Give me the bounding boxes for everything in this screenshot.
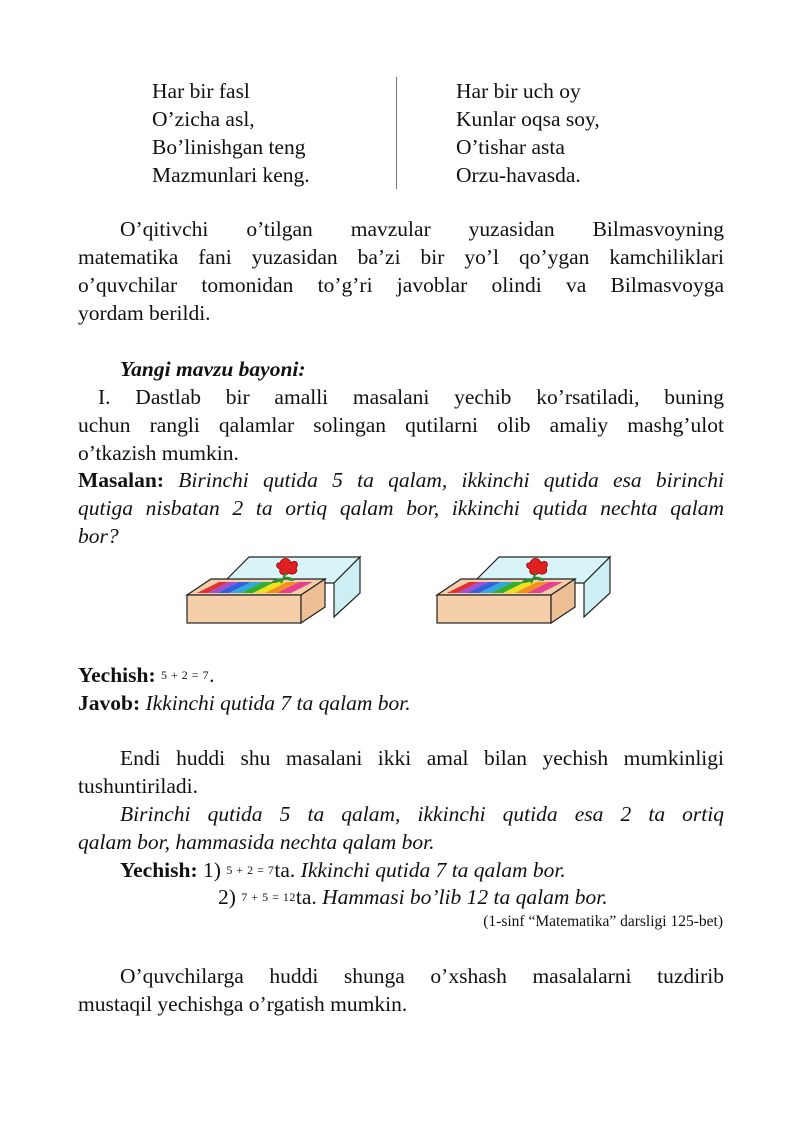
solution-equation: 5 + 2 = 7	[161, 668, 210, 682]
solution-end: .	[209, 663, 215, 687]
pencil-box-1	[187, 557, 360, 623]
solution-label: Yechish:	[78, 663, 156, 687]
paragraph-line: O’quvchilarga huddi shunga o’xshash masalalarni tuzdirib	[120, 964, 724, 988]
paragraph-line: o’quvchilar tomonidan to’g’ri javoblar olindi va Bilmasvoyga	[78, 273, 724, 297]
answer-text: Ikkinchi qutida 7 ta qalam bor.	[145, 691, 411, 715]
paragraph-line: qalam bor, hammasida nechta qalam bor.	[78, 830, 435, 854]
paragraph-line: Endi huddi shu masalani ikki amal bilan yechish mumkinligi	[120, 746, 724, 770]
poem-line: Orzu-havasda.	[456, 163, 581, 187]
step-equation: 7 + 5 = 12	[241, 890, 296, 904]
step-text: Hammasi bo’lib 12 ta qalam bor.	[322, 885, 608, 909]
example-label: Masalan:	[78, 468, 164, 492]
step-equation: 5 + 2 = 7	[226, 863, 275, 877]
poem-left-column	[152, 77, 310, 189]
pencil-box-2	[437, 557, 610, 623]
poem-line: Mazmunlari keng.	[152, 163, 310, 187]
paragraph-line	[78, 466, 724, 494]
new-topic-heading: Yangi mavzu bayoni:	[120, 357, 306, 381]
poem-line: O’tishar asta	[456, 135, 565, 159]
paragraph-line: yordam berildi.	[78, 301, 211, 325]
paragraph-line: I. Dastlab bir amalli masalani yechib ko’rsatiladi, buning	[98, 385, 724, 409]
paragraph-line: mustaqil yechishga o’rgatish mumkin.	[78, 992, 408, 1016]
poem-line: Kunlar oqsa soy,	[456, 107, 600, 131]
poem-line: Har bir uch oy	[456, 79, 581, 103]
solution-2	[120, 856, 566, 884]
answer-label: Javob:	[78, 691, 141, 715]
poem-divider	[396, 77, 397, 189]
poem-line: Bo’linishgan teng	[152, 135, 306, 159]
example-text: Birinchi qutida 5 ta qalam, ikkinchi qutida esa birinchi	[178, 468, 724, 492]
step-number: 1)	[203, 858, 221, 882]
topic-paragraph	[78, 383, 724, 467]
intro-paragraph	[78, 215, 724, 327]
step-text: Ikkinchi qutida 7 ta qalam bor.	[300, 858, 566, 882]
poem-right-column	[456, 77, 600, 189]
paragraph-line: o’tkazish mumkin.	[78, 441, 239, 465]
step-unit: ta.	[274, 858, 296, 882]
pencil-boxes-illustration	[185, 555, 615, 627]
paragraph-line: O’qitivchi o’tilgan mavzular yuzasidan Bilmasvoyning	[120, 217, 724, 241]
paragraph-line: qutiga nisbatan 2 ta ortiq qalam bor, ikkinchi qutida nechta qalam	[78, 496, 724, 520]
solution-1	[78, 661, 214, 689]
explanation-paragraph	[78, 744, 724, 800]
solution-label: Yechish:	[120, 858, 198, 882]
step-unit: ta.	[295, 885, 317, 909]
paragraph-line: bor?	[78, 524, 119, 548]
paragraph-line: matematika fani yuzasidan ba’zi bir yo’l qo’ygan kamchiliklari	[78, 245, 724, 269]
closing-paragraph	[78, 962, 724, 1018]
problem-2-paragraph	[78, 800, 724, 856]
paragraph-line: tushuntiriladi.	[78, 774, 199, 798]
poem-line: O’zicha asl,	[152, 107, 255, 131]
paragraph-line: Birinchi qutida 5 ta qalam, ikkinchi qutida esa 2 ta ortiq	[120, 802, 724, 826]
step-number: 2)	[218, 885, 236, 909]
source-reference: (1-sinf “Matematika” darsligi 125-bet)	[483, 913, 723, 930]
example-paragraph	[78, 466, 724, 550]
answer	[78, 689, 411, 717]
paragraph-line: uchun rangli qalamlar solingan qutilarni olib amaliy mashg’ulot	[78, 413, 724, 437]
solution-2-step-2	[218, 883, 608, 911]
poem-line: Har bir fasl	[152, 79, 250, 103]
